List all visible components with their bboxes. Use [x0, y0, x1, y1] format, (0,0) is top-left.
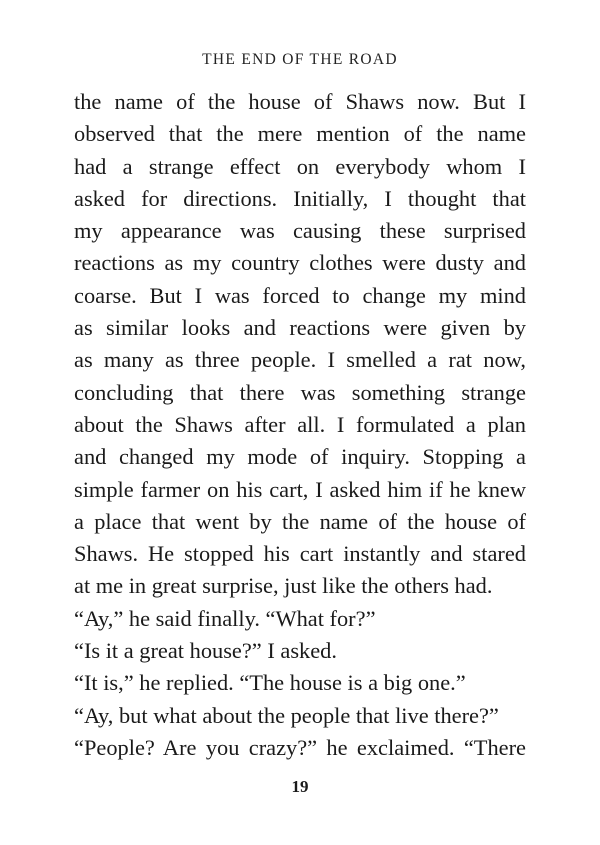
dialogue-line: “People? Are you crazy?” he exclaimed. “There: [74, 734, 526, 760]
dialogue-line: “Ay, but what about the people that live there?”: [74, 702, 499, 728]
text-line: about the Shaws after all. I formulated a plan: [74, 411, 526, 437]
text-line: observed that the mere mention of the name: [74, 121, 526, 147]
text-line: concluding that there was something strange: [74, 379, 526, 405]
text-line: coarse. But I was forced to change my mind: [74, 282, 526, 308]
text-line: my appearance was causing these surprised: [74, 218, 526, 244]
text-line: and changed my mode of inquiry. Stopping a: [74, 444, 526, 470]
body-text: [74, 86, 526, 764]
dialogue-line: “Is it a great house?” I asked.: [74, 638, 337, 664]
running-header: THE END OF THE ROAD: [202, 51, 398, 68]
text-line: a place that went by the name of the house of: [74, 508, 526, 534]
text-line: simple farmer on his cart, I asked him if he knew: [74, 476, 526, 502]
page-number: 19: [291, 777, 309, 796]
text-line: had a strange effect on everybody whom I: [74, 153, 526, 179]
text-line: reactions as my country clothes were dusty and: [74, 250, 526, 276]
dialogue-line: “Ay,” he said finally. “What for?”: [74, 605, 376, 631]
text-line: as similar looks and reactions were given by: [74, 315, 526, 341]
text-line: at me in great surprise, just like the others had.: [74, 573, 493, 599]
text-line: Shaws. He stopped his cart instantly and stared: [74, 541, 526, 567]
text-line: asked for directions. Initially, I thought that: [74, 185, 526, 211]
text-line: as many as three people. I smelled a rat now,: [74, 347, 526, 373]
text-line: the name of the house of Shaws now. But I: [74, 89, 526, 114]
dialogue-line: “It is,” he replied. “The house is a big one.”: [74, 670, 466, 696]
